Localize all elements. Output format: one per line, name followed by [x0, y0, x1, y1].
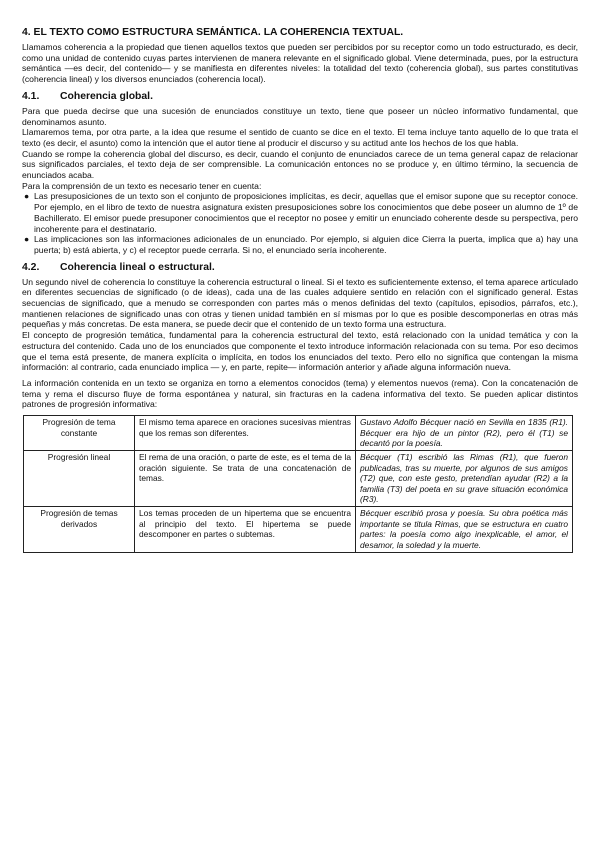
section-1-paragraph: Para que pueda decirse que una sucesión de enunciados constituye un texto, tiene que poseer un núcleo informativo fundamental, que denominamos asunto. [22, 105, 578, 127]
table-row [24, 507, 573, 553]
bullet-text: Las implicaciones son las informaciones adicionales de un enunciado. Por ejemplo, si alguien dice Cierra la puerta, implica que a) hay una puerta; b) está abierta, y c) el receptor puede cerrarla. Si no, el enunciado sería incoherente. [34, 234, 578, 255]
bullet-text: Las presuposiciones de un texto son el conjunto de proposiciones implícitas, es decir, aquellas que el emisor supone que su receptor conoce. Por ejemplo, en el libro de texto de nuestra asignatura existen presuposiciones sobre los conocimientos que debe poseer un alumno de 1º de Bachillerato. El emisor puede presuponer conocimientos que el receptor no posee y emitir un enunciado coherente desde su perspectiva, pero incoherente para el destinatario. [34, 191, 578, 234]
table-cell-description: El rema de una oración, o parte de este, es el tema de la oración siguiente. Se trata de una concatenación de temas. [135, 451, 356, 507]
table-cell-example: Bécquer (T1) escribió las Rimas (R1), que fueron publicadas, tras su muerte, por algunos de sus amigos (T2) que, con este gesto, pretendían ayudar (R2) a la familia (T3) del poeta en su grave situación económica (R3). [356, 451, 573, 507]
table-cell-description: Los temas proceden de un hipertema que se encuentra al principio del texto. El hipertema se puede descomponer en partes o subtemas. [135, 507, 356, 553]
section-1-heading [22, 90, 578, 103]
section-1-number: 4.1. [22, 90, 40, 102]
section-2-paragraph: El concepto de progresión temática, fundamental para la coherencia estructural del texto, está relacionado con la unidad temática y con la estructura del contenido. Cada uno de los enunciados que componente el texto introduce información relacionada con su tema. Por eso decimos que el tema está presente, de manera explícita o implícita, en todos los enunciados del texto. Pero ello no significa que contengan la misma información: al contrario, cada enunciado implica — y, en parte, repite— información anterior y añade alguna información nueva. [22, 330, 578, 373]
table-cell-example: Bécquer escribió prosa y poesía. Su obra poética más importante se titula Rimas, que se estructura en cuatro partes: la poesía como algo inexplicable, el amor, el desamor, la soledad y la muerte. [356, 507, 573, 553]
intro-paragraph: Llamamos coherencia a la propiedad que tienen aquellos textos que pueden ser percibidos por su receptor como un todo estructurado, es decir, como una unidad de contenido cuyas partes intervienen de manera relevante en el significado global. Viene determinada, pues, por la estructura semántica —es decir, del contenido— y se manifiesta en diferentes niveles: la totalidad del texto (coherencia global), sus partes constitutivas (coherencia lineal) y los diversos enunciados (coherencia local). [22, 42, 578, 85]
section-1-paragraph: Para la comprensión de un texto es necesario tener en cuenta: [22, 180, 262, 191]
section-2-title: Coherencia lineal o estructural. [60, 261, 215, 273]
section-1-title: Coherencia global. [60, 90, 153, 102]
table-cell-name: Progresión de tema constante [24, 416, 135, 451]
bullet-item [22, 234, 578, 255]
bullet-icon: ● [24, 234, 30, 245]
section-1-bullet-list [22, 191, 578, 255]
section-1-paragraph: Cuando se rompe la coherencia global del discurso, es decir, cuando el conjunto de enunciados carece de un tema general capaz de relacionar sus significados parciales, el texto deja de ser comprensible. La comunicación entonces no se produce y, en último término, la secuencia de enunciados acaba. [22, 148, 578, 181]
table-row [24, 416, 573, 451]
table-cell-name: Progresión lineal [24, 451, 135, 507]
document-title: 4. EL TEXTO COMO ESTRUCTURA SEMÁNTICA. LA COHERENCIA TEXTUAL. [22, 27, 404, 38]
bullet-item [22, 191, 578, 234]
bullet-icon: ● [24, 191, 30, 202]
section-2-paragraph: La información contenida en un texto se organiza en torno a elementos conocidos (tema) y elementos nuevos (rema). Con la concatenación de tema y rema el discurso fluye de forma espontánea y natural, sin fracturas en la cadena informativa del texto. Se pueden aplicar distintos patrones de progresión informativa: [22, 377, 578, 410]
section-1-paragraph: Llamaremos tema, por otra parte, a la idea que resume el sentido de cuanto se dice en el texto. El tema incluye tanto aquello de lo que trata el texto (es decir, el asunto) como la intención que el autor tiene al producir el discurso y su actitud ante los hechos de los que habla. [22, 127, 578, 148]
section-2-heading [22, 261, 578, 274]
progression-table [23, 415, 573, 553]
table-cell-name: Progresión de temas derivados [24, 507, 135, 553]
document-page [22, 26, 578, 553]
table-cell-example: Gustavo Adolfo Bécquer nació en Sevilla en 1835 (R1). Bécquer era hijo de un pintor (R2), pero él (T1) se decantó por la poesía. [356, 416, 573, 451]
section-2-number: 4.2. [22, 261, 40, 273]
section-2-paragraph: Un segundo nivel de coherencia lo constituye la coherencia estructural o lineal. Si el texto es suficientemente extenso, el tema aparece articulado en diferentes secuencias de significado (o de ideas), cada una de las cuales adquiere sentido en relación con el significado general. Estas secuencias de significado, que a menudo se corresponden con partes más o menos definidas del texto (capítulos, episodios, párrafos, etc.), mantienen relaciones de significado unas con otras y tienen unidad también en sí mismas por lo que es posible descomponerlas en otras más pequeñas y más concretas. De esta manera, se puede decir que el contenido de un texto forma una estructura. [22, 276, 578, 330]
table-row [24, 451, 573, 507]
table-cell-description: El mismo tema aparece en oraciones sucesivas mientras que los remas son diferentes. [135, 416, 356, 451]
